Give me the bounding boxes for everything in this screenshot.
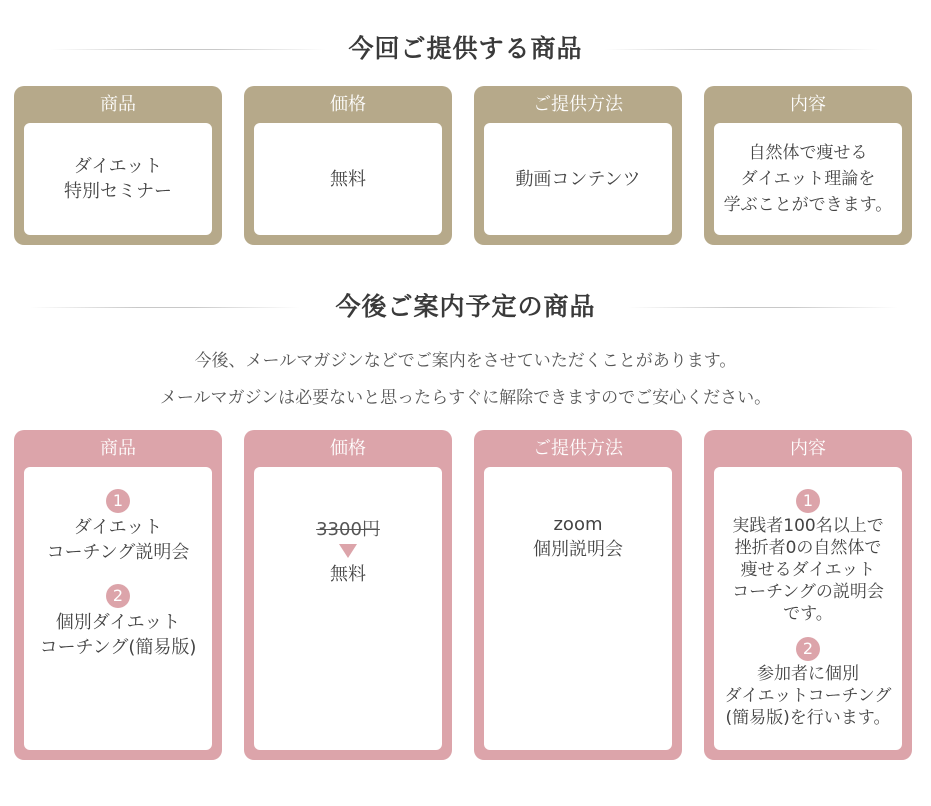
- card-text: ダイエットコーチング: [724, 686, 892, 706]
- card-body: [254, 467, 442, 750]
- original-price: 3300円: [316, 519, 380, 540]
- card-text: コーチング(簡易版): [39, 637, 197, 658]
- card-text: 参加者に個別: [757, 664, 859, 684]
- future-card-price: [244, 430, 452, 760]
- card-header: 内容: [790, 438, 826, 459]
- card-header: ご提供方法: [533, 94, 623, 115]
- card-header: 価格: [330, 94, 366, 115]
- card-body: [24, 467, 212, 750]
- card-text: 特別セミナー: [64, 181, 172, 202]
- title-divider-right: [628, 307, 898, 308]
- card-body: [714, 123, 902, 235]
- current-card-price: [244, 86, 452, 245]
- card-text: コーチング説明会: [46, 542, 190, 563]
- future-card-method: [474, 430, 682, 760]
- notice-line-1: 今後、メールマガジンなどでご案内をさせていただくことがあります。: [194, 351, 737, 371]
- section1-title-text: 今回ご提供する商品: [348, 34, 583, 63]
- current-card-content: [704, 86, 912, 245]
- current-card-method: [474, 86, 682, 245]
- arrow-down-icon: [339, 544, 357, 558]
- future-card-content: [704, 430, 912, 760]
- card-header: ご提供方法: [533, 438, 623, 459]
- card-text: ダイエット: [73, 156, 163, 177]
- number-badge-1: 1: [106, 489, 130, 513]
- section2-title-text: 今後ご案内予定の商品: [335, 292, 596, 321]
- card-header: 価格: [330, 438, 366, 459]
- card-text: 自然体で痩せる: [748, 143, 868, 163]
- card-text: 実践者100名以上で: [732, 516, 884, 536]
- card-text: zoom: [553, 514, 603, 535]
- card-header: 商品: [100, 438, 136, 459]
- card-text: です。: [783, 604, 833, 624]
- card-header: 商品: [100, 94, 136, 115]
- card-text: 挫折者0の自然体で: [734, 538, 882, 558]
- section2-title: [0, 290, 931, 324]
- card-body: [714, 467, 902, 750]
- card-text: ダイエット理論を: [740, 169, 876, 189]
- notice-line-2: メールマガジンは必要ないと思ったらすぐに解除できますのでご安心ください。: [159, 388, 772, 408]
- title-divider-left: [30, 307, 300, 308]
- card-body: [24, 123, 212, 235]
- title-divider-right: [604, 49, 880, 50]
- card-header: 内容: [790, 94, 826, 115]
- card-text: (簡易版)を行います。: [725, 708, 891, 728]
- section1-title: [0, 32, 931, 66]
- card-text: 動画コンテンツ: [515, 168, 641, 190]
- card-text: 個別ダイエット: [55, 612, 181, 633]
- current-price: 無料: [330, 564, 366, 585]
- card-text: 個別説明会: [533, 539, 623, 560]
- card-body: [484, 467, 672, 750]
- number-badge-1: 1: [796, 489, 820, 513]
- future-card-product: [14, 430, 222, 760]
- card-body: [484, 123, 672, 235]
- number-badge-2: 2: [796, 637, 820, 661]
- current-card-product: [14, 86, 222, 245]
- title-divider-left: [50, 49, 326, 50]
- card-body: [254, 123, 442, 235]
- card-text: 痩せるダイエット: [740, 560, 876, 580]
- card-text: 学ぶことができます。: [723, 195, 893, 215]
- card-text: コーチングの説明会: [732, 582, 884, 602]
- card-text: 無料: [330, 168, 366, 190]
- number-badge-2: 2: [106, 584, 130, 608]
- card-text: ダイエット: [73, 517, 163, 538]
